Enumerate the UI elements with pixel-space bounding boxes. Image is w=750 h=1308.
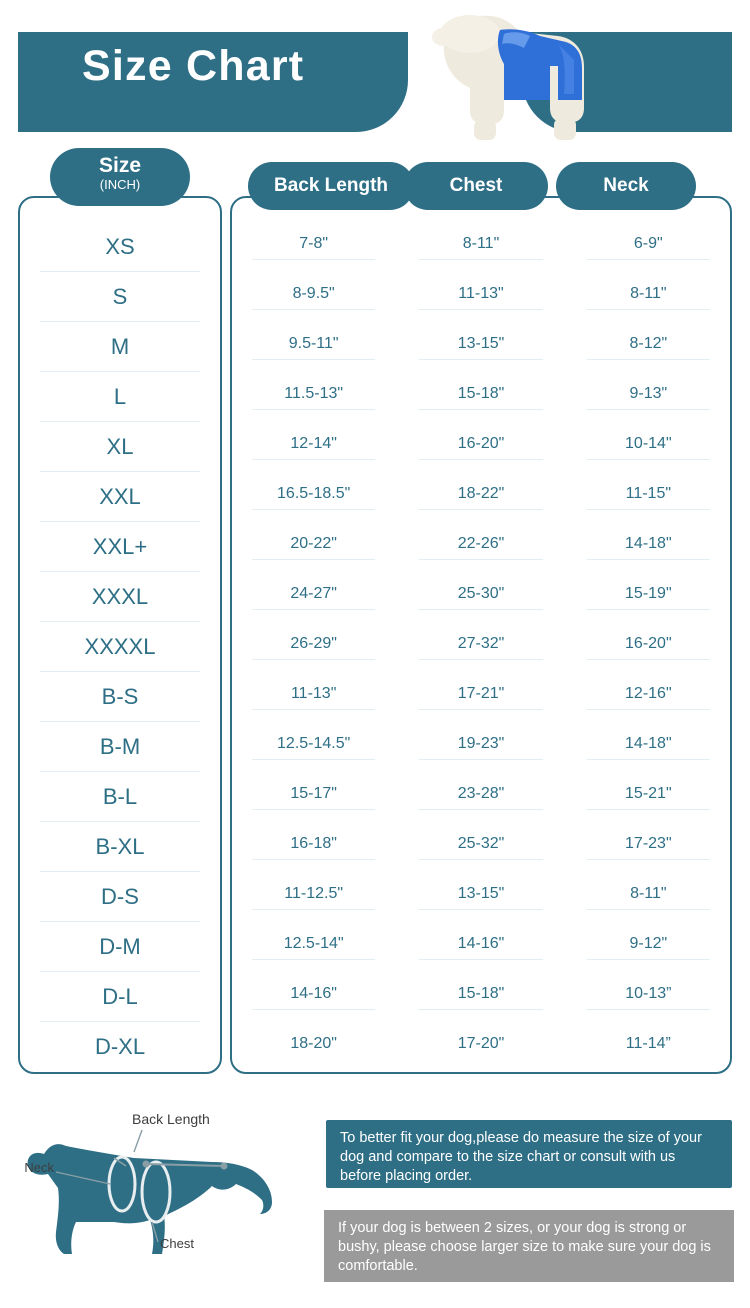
- table-row: [230, 822, 732, 872]
- cell-chest: [397, 222, 564, 272]
- cell-neck: [565, 922, 732, 972]
- cell-text: 8-11": [587, 285, 710, 310]
- cell-text: 14-16": [419, 935, 542, 960]
- cell-back-length: [230, 822, 397, 872]
- cell-chest: [397, 872, 564, 922]
- cell-text: 9.5-11": [252, 335, 375, 360]
- cell-neck: [565, 672, 732, 722]
- cell-text: 14-18": [587, 535, 710, 560]
- cell-chest: [397, 772, 564, 822]
- cell-text: 12-14": [252, 435, 375, 460]
- cell-text: 7-8": [252, 235, 375, 260]
- cell-neck: [565, 372, 732, 422]
- cell-text: 24-27": [252, 585, 375, 610]
- table-row: [230, 722, 732, 772]
- cell-back-length: [230, 922, 397, 972]
- table-row: [230, 222, 732, 272]
- table-row: [230, 922, 732, 972]
- cell-text: 11.5-13": [252, 385, 375, 410]
- cell-text: 18-22": [419, 485, 542, 510]
- measurements-rows: [230, 222, 732, 1072]
- cell-neck: [565, 572, 732, 622]
- cell-text: 12.5-14.5": [252, 735, 375, 760]
- list-item: S: [40, 272, 200, 322]
- cell-chest: [397, 672, 564, 722]
- cell-back-length: [230, 322, 397, 372]
- dog-measurement-diagram: [14, 1092, 314, 1292]
- cell-text: 8-12": [587, 335, 710, 360]
- cell-neck: [565, 222, 732, 272]
- cell-back-length: [230, 372, 397, 422]
- list-item: M: [40, 322, 200, 372]
- cell-chest: [397, 572, 564, 622]
- size-header-unit: (INCH): [99, 177, 141, 192]
- cell-text: 16-18": [252, 835, 375, 860]
- cell-chest: [397, 922, 564, 972]
- list-item: XXL: [40, 472, 200, 522]
- list-item: L: [40, 372, 200, 422]
- cell-back-length: [230, 972, 397, 1022]
- table-row: [230, 1022, 732, 1072]
- cell-text: 16-20": [419, 435, 542, 460]
- cell-chest: [397, 622, 564, 672]
- cell-neck: [565, 622, 732, 672]
- list-item: B-S: [40, 672, 200, 722]
- cell-back-length: [230, 1022, 397, 1072]
- table-row: [230, 572, 732, 622]
- cell-text: 11-14”: [625, 1035, 671, 1052]
- cell-text: 23-28": [419, 785, 542, 810]
- note-between-sizes: If your dog is between 2 sizes, or your dog is strong or bushy, please choose larger size to make sure your dog is comfortable.: [324, 1210, 734, 1282]
- cell-text: 11-15": [587, 485, 710, 510]
- list-item: D-L: [40, 972, 200, 1022]
- cell-text: 10-13”: [587, 985, 710, 1010]
- cell-text: 18-20": [290, 1035, 337, 1052]
- list-item: D-M: [40, 922, 200, 972]
- cell-text: 17-23": [587, 835, 710, 860]
- cell-text: 6-9": [587, 235, 710, 260]
- list-item: XL: [40, 422, 200, 472]
- cell-text: 9-12": [587, 935, 710, 960]
- cell-text: 26-29": [252, 635, 375, 660]
- cell-neck: [565, 822, 732, 872]
- cell-text: 13-15": [419, 335, 542, 360]
- table-row: [230, 522, 732, 572]
- cell-chest: [397, 722, 564, 772]
- cell-neck: [565, 272, 732, 322]
- cell-text: 14-16": [252, 985, 375, 1010]
- cell-text: 15-19": [587, 585, 710, 610]
- cell-back-length: [230, 572, 397, 622]
- list-item: D-XL: [94, 1034, 146, 1059]
- list-item: D-S: [40, 872, 200, 922]
- cell-back-length: [230, 222, 397, 272]
- table-row: [230, 322, 732, 372]
- cell-chest: [397, 972, 564, 1022]
- label-chest: Chest: [160, 1236, 194, 1251]
- cell-text: 10-14": [587, 435, 710, 460]
- cell-back-length: [230, 272, 397, 322]
- cell-text: 15-17": [252, 785, 375, 810]
- cell-text: 8-11": [419, 235, 542, 260]
- cell-text: 17-20": [457, 1035, 505, 1052]
- cell-back-length: [230, 672, 397, 722]
- dog-shirt-photo: [408, 4, 596, 142]
- cell-text: 15-18": [419, 385, 542, 410]
- table-row: [230, 372, 732, 422]
- cell-back-length: [230, 522, 397, 572]
- cell-back-length: [230, 422, 397, 472]
- table-row: [230, 772, 732, 822]
- table-row: [230, 672, 732, 722]
- cell-text: 22-26": [419, 535, 542, 560]
- table-row: [230, 472, 732, 522]
- cell-text: 12.5-14": [252, 935, 375, 960]
- cell-neck: [565, 972, 732, 1022]
- cell-neck: [565, 722, 732, 772]
- cell-text: 14-18": [587, 735, 710, 760]
- cell-neck: [565, 872, 732, 922]
- cell-text: 16.5-18.5": [252, 485, 375, 510]
- cell-back-length: [230, 772, 397, 822]
- cell-back-length: [230, 872, 397, 922]
- list-item: B-L: [40, 772, 200, 822]
- note-fit-advice: To better fit your dog,please do measure the size of your dog and compare to the size chart or consult with us before placing order.: [324, 1118, 734, 1190]
- cell-chest: [397, 822, 564, 872]
- cell-chest: [397, 422, 564, 472]
- cell-text: 20-22": [252, 535, 375, 560]
- cell-text: 8-11": [587, 885, 710, 910]
- cell-text: 11-12.5": [252, 885, 375, 910]
- cell-text: 15-21": [587, 785, 710, 810]
- cell-text: 12-16": [587, 685, 710, 710]
- page-title: Size Chart: [82, 42, 305, 90]
- cell-text: 27-32": [419, 635, 542, 660]
- column-header-back-length: Back Length: [248, 162, 414, 210]
- cell-chest: [397, 522, 564, 572]
- cell-neck: [565, 522, 732, 572]
- size-list: [18, 222, 222, 1072]
- column-header-neck: Neck: [556, 162, 696, 210]
- cell-text: 19-23": [419, 735, 542, 760]
- cell-text: 9-13": [587, 385, 710, 410]
- cell-text: 16-20": [587, 635, 710, 660]
- cell-text: 8-9.5": [252, 285, 375, 310]
- cell-text: 17-21": [419, 685, 542, 710]
- cell-back-length: [230, 722, 397, 772]
- size-header-label: Size: [98, 154, 142, 177]
- list-item: XXXXL: [40, 622, 200, 672]
- list-item: XXL+: [40, 522, 200, 572]
- list-item: XXXL: [40, 572, 200, 622]
- table-row: [230, 972, 732, 1022]
- list-item: B-XL: [40, 822, 200, 872]
- cell-text: 25-30": [419, 585, 542, 610]
- list-item: XS: [40, 222, 200, 272]
- table-row: [230, 872, 732, 922]
- cell-neck: [565, 322, 732, 372]
- cell-back-length: [230, 472, 397, 522]
- cell-neck: [565, 1022, 732, 1072]
- list-item: B-M: [40, 722, 200, 772]
- column-header-chest: Chest: [404, 162, 548, 210]
- cell-chest: [397, 472, 564, 522]
- table-row: [230, 422, 732, 472]
- cell-text: 13-15": [419, 885, 542, 910]
- cell-chest: [397, 1022, 564, 1072]
- label-back-length: Back Length: [132, 1111, 210, 1127]
- cell-neck: [565, 772, 732, 822]
- cell-chest: [397, 372, 564, 422]
- cell-back-length: [230, 622, 397, 672]
- table-row: [230, 622, 732, 672]
- cell-text: 11-13": [419, 285, 542, 310]
- cell-text: 25-32": [419, 835, 542, 860]
- table-row: [230, 272, 732, 322]
- cell-chest: [397, 322, 564, 372]
- cell-text: 11-13": [252, 685, 375, 710]
- label-neck: Neck: [24, 1160, 54, 1175]
- cell-chest: [397, 272, 564, 322]
- cell-neck: [565, 422, 732, 472]
- cell-text: 15-18": [419, 985, 542, 1010]
- size-column-header: [50, 148, 190, 206]
- cell-neck: [565, 472, 732, 522]
